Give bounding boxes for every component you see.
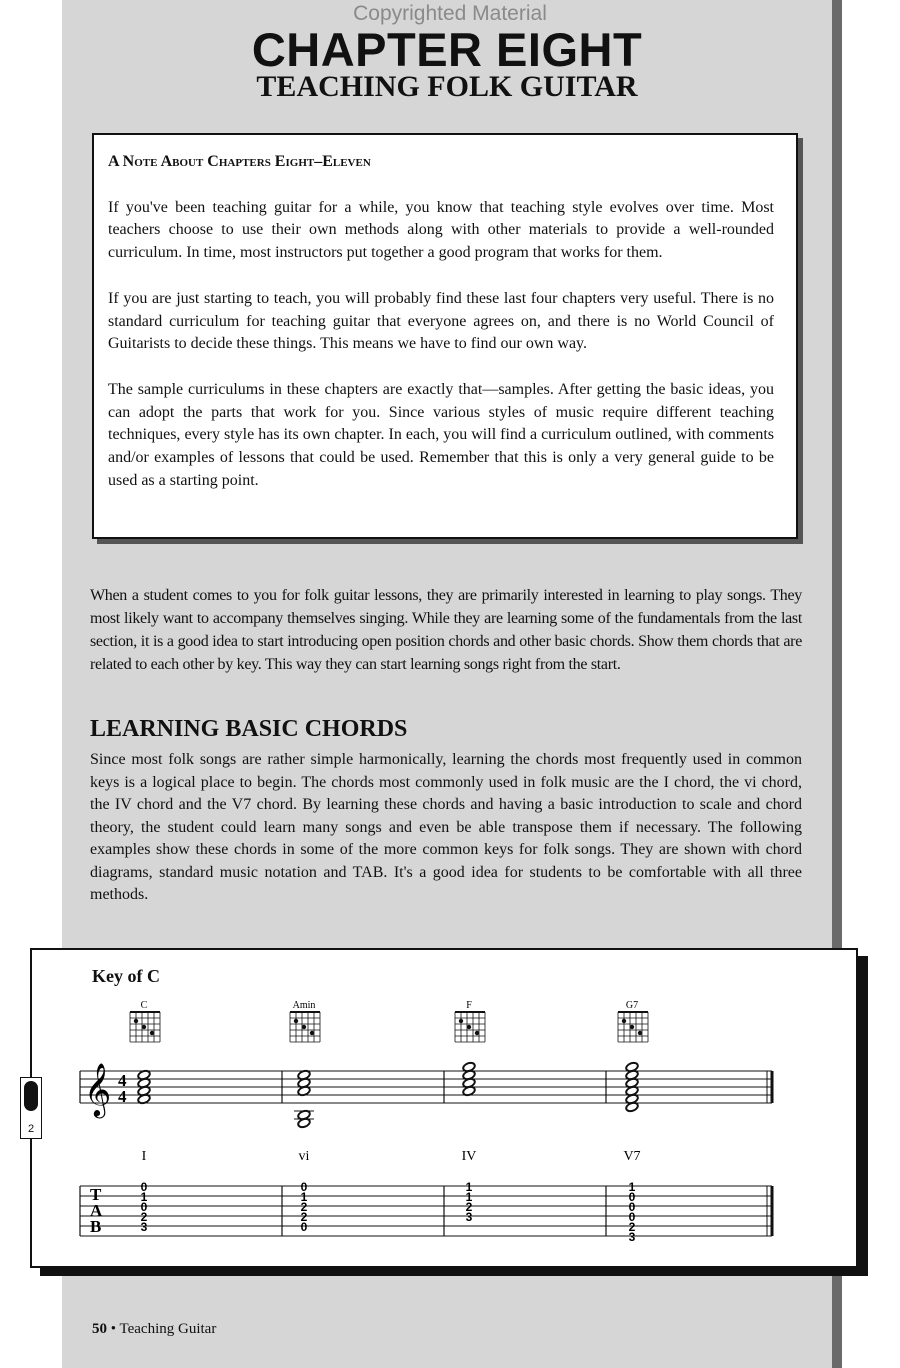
intro-paragraph: When a student comes to you for folk guitar lessons, they are primarily interested in learning to play songs. They most likely want to accompany themselves singing. While they are learning some of the fundamentals from the last section, it is a good idea to start introducing open position chords and other basic chords. Show them chords that are related to each other by key. This way they can start learning songs right from the start. [90,587,802,673]
chord-diagram-dot [150,1031,154,1035]
chord-numeral: vi [298,1149,310,1164]
tab-letter: T [90,1185,102,1204]
chord-diagram-dot [475,1031,479,1035]
chord-diagram-dot [142,1025,146,1029]
chord-diagram-dot [630,1025,634,1029]
tab-number: 0 [140,1180,148,1194]
cd-icon [24,1081,38,1111]
chord-diagram-dot [622,1019,626,1023]
tab-letter: B [90,1217,102,1236]
tab-number: 0 [628,1210,636,1224]
page-number: 50 [92,1321,107,1337]
tab-number: 1 [465,1180,473,1194]
footer-separator: • [110,1321,117,1337]
chapter-subtitle: TEACHING FOLK GUITAR [256,70,638,103]
tab-number: 0 [628,1190,636,1204]
tab-number: 0 [300,1180,308,1194]
tab-number: 2 [140,1210,148,1224]
tab-number: 1 [465,1190,473,1204]
book-title: Teaching Guitar [119,1321,217,1337]
treble-clef-icon: 𝄞 [84,1062,112,1116]
chord-diagram-dot [638,1031,642,1035]
tab-number: 1 [628,1180,636,1194]
tab-number: 2 [465,1200,473,1214]
tab-number: 3 [465,1210,473,1224]
note-paragraph: If you've been teaching guitar for a while, you know that teaching style evolves over time. Most teachers choose to use their own methods along with other materials to provide a well-rounded curriculum. In time, most instructors put together a good program that works for them. [108,198,774,262]
tab-number: 2 [628,1220,636,1234]
chord-name: Amin [292,1000,316,1011]
chord-numeral: I [141,1149,147,1164]
chord-diagram-dot [302,1025,306,1029]
music-example-box [30,948,858,1268]
note-box [92,133,798,539]
watermark: Copyrighted Material [353,2,547,25]
chord-diagram-dot [294,1019,298,1023]
chord-name: G7 [625,1000,639,1011]
chord-diagram-dot [134,1019,138,1023]
chord-numeral: V7 [623,1149,641,1164]
cd-track-tab [20,1077,42,1139]
cd-track-number: 2 [27,1123,35,1135]
time-signature-top: 4 [118,1071,127,1090]
chord-name: C [140,1000,148,1011]
chord-diagram-dot [467,1025,471,1029]
tab-number: 0 [140,1200,148,1214]
chapter-title: CHAPTER EIGHT [251,23,643,76]
chord-diagram-dot [310,1031,314,1035]
chord-name: F [466,1000,472,1011]
note-paragraph: The sample curriculums in these chapters are exactly that—samples. After getting the basic ideas, you can adopt the parts that work for you. Since various styles of music require different teaching techniques, every style has its own chapter. In each, you will find a curriculum outlined, with comments and/or examples of lessons that could be used. Remember that this is only a very general guide to be used as a starting point. [108,380,774,489]
chord-numeral: IV [461,1149,477,1164]
section-heading: LEARNING BASIC CHORDS [90,716,408,742]
tab-number: 3 [140,1220,148,1234]
tab-number: 2 [300,1210,308,1224]
tab-number: 1 [140,1190,148,1204]
tab-number: 3 [628,1230,636,1244]
section-body: Since most folk songs are rather simple harmonically, learning the chords most frequently used in common keys is a logical place to begin. The chords most commonly used in folk music are the I chord, the vi chord, the IV chord and the V7 chord. By learning these chords and having a basic introduction to scale and chord theory, the student could learn many songs and even be able transpose them if necessary. The following examples show these chords in some of the more common keys for folk songs. They are shown with chord diagrams, standard music notation and TAB. It's a good idea for students to be comfortable with all three methods. [90,751,802,903]
music-notation [32,950,856,1266]
note-title: A Note About Chapters Eight–Eleven [108,153,371,170]
key-label: Key of C [92,966,160,986]
page-footer [92,1321,216,1338]
time-signature-bottom: 4 [118,1087,127,1106]
tab-number: 1 [300,1190,308,1204]
chord-diagram-dot [459,1019,463,1023]
tab-letter: A [90,1201,103,1220]
tab-number: 0 [300,1220,308,1234]
tab-number: 2 [300,1200,308,1214]
note-paragraph: If you are just starting to teach, you will probably find these last four chapters very useful. There is no standard curriculum for teaching guitar that everyone agrees on, and there is no World Council of Guitarists to decide these things. This means we have to find our own way. [108,289,774,353]
tab-number: 0 [628,1200,636,1214]
